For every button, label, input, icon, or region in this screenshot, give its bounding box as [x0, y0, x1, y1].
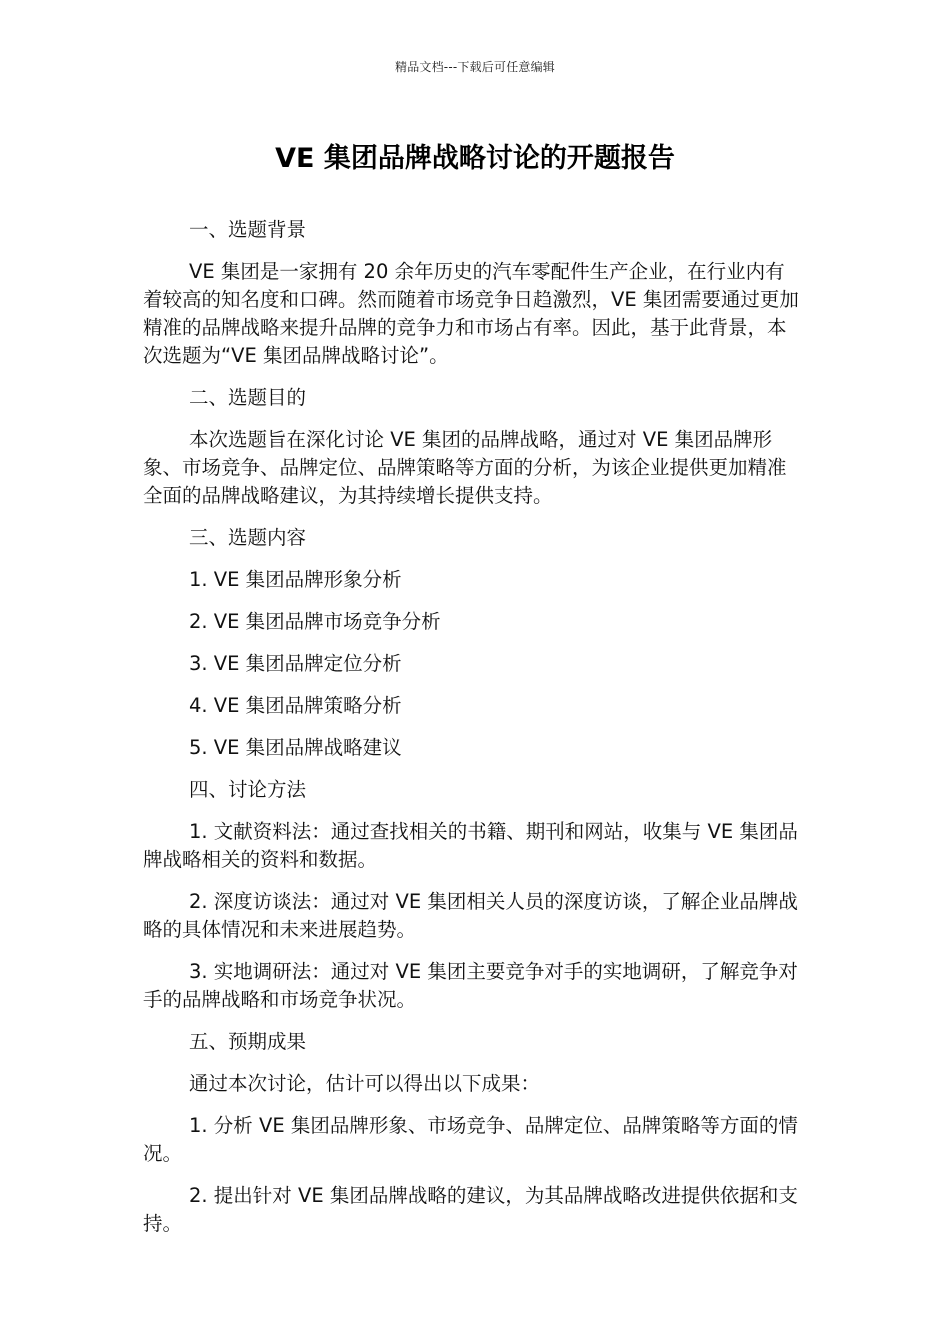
list-item-outcome-1: 1. 分析 VE 集团品牌形象、市场竞争、品牌定位、品牌策略等方面的情况。	[143, 1114, 798, 1165]
list-item-content-1: 1. VE 集团品牌形象分析	[189, 568, 402, 591]
document-body	[143, 216, 801, 1252]
document-title: VE 集团品牌战略讨论的开题报告	[275, 143, 675, 174]
list-item-content-3: 3. VE 集团品牌定位分析	[189, 652, 402, 675]
section-heading-outcomes: 五、预期成果	[189, 1030, 307, 1053]
list-item-content-5: 5. VE 集团品牌战略建议	[189, 736, 402, 759]
section-heading-purpose: 二、选题目的	[189, 386, 307, 409]
list-item-content-4: 4. VE 集团品牌策略分析	[189, 694, 402, 717]
paragraph-background: VE 集团是一家拥有 20 余年历史的汽车零配件生产企业，在行业内有着较高的知名度和口碑。然而随着市场竞争日趋激烈，VE 集团需要通过更加精准的品牌战略来提升品牌的竞争力和市场占有率。因此，基于此背景，本次选题为“VE 集团品牌战略讨论”。	[143, 260, 799, 367]
list-item-method-3: 3. 实地调研法：通过对 VE 集团主要竞争对手的实地调研，了解竞争对手的品牌战略和市场竞争状况。	[143, 960, 798, 1011]
section-heading-methods: 四、讨论方法	[189, 778, 307, 801]
list-item-outcome-2: 2. 提出针对 VE 集团品牌战略的建议，为其品牌战略改进提供依据和支持。	[143, 1184, 798, 1235]
list-item-method-2: 2. 深度访谈法：通过对 VE 集团相关人员的深度访谈，了解企业品牌战略的具体情况和未来进展趋势。	[143, 890, 798, 941]
section-heading-content: 三、选题内容	[189, 526, 307, 549]
header-note: 精品文档---下载后可任意编辑	[395, 60, 555, 74]
list-item-content-2: 2. VE 集团品牌市场竞争分析	[189, 610, 441, 633]
section-heading-background: 一、选题背景	[189, 218, 307, 241]
paragraph-outcomes-intro: 通过本次讨论，估计可以得出以下成果：	[189, 1072, 541, 1095]
list-item-method-1: 1. 文献资料法：通过查找相关的书籍、期刊和网站，收集与 VE 集团品牌战略相关的资料和数据。	[143, 820, 798, 871]
paragraph-purpose: 本次选题旨在深化讨论 VE 集团的品牌战略，通过对 VE 集团品牌形象、市场竞争、品牌定位、品牌策略等方面的分析，为该企业提供更加精准全面的品牌战略建议，为其持续增长提供支持。	[143, 428, 787, 507]
